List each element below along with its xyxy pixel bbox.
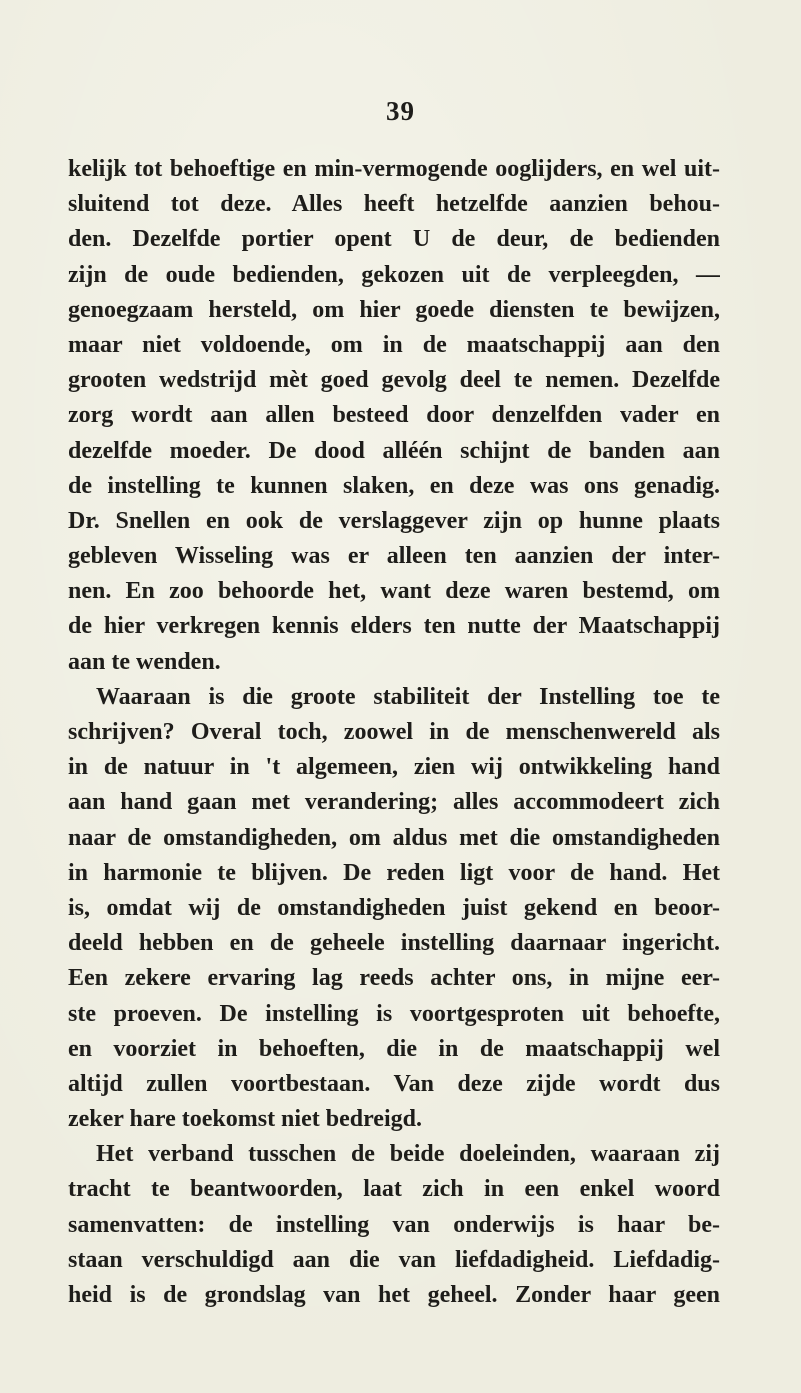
text-line: de hier verkregen kennis elders ten nutte der Maatschappij [68,613,720,640]
text-line: Dr. Snellen en ook de verslaggever zijn op hunne plaats [68,507,720,534]
text-line: aan te wenden. [68,648,221,675]
text-line: maar niet voldoende, om in de maatschappij aan den [68,331,720,358]
text-line: de instelling te kunnen slaken, en deze was ons genadig. [68,472,720,499]
text-line: zijn de oude bedienden, gekozen uit de verpleegden, — [68,261,720,288]
text-line: sluitend tot deze. Alles heeft hetzelfde aanzien behou- [68,191,720,218]
text-line: altijd zullen voortbestaan. Van deze zijde wordt dus [68,1070,720,1097]
text-line: Een zekere ervaring lag reeds achter ons, in mijne eer- [68,965,720,992]
text-line: genoegzaam hersteld, om hier goede diensten te bewijzen, [68,296,720,323]
text-line: grooten wedstrijd mèt goed gevolg deel te nemen. Dezelfde [68,367,720,394]
text-line: aan hand gaan met verandering; alles accommodeert zich [68,789,720,816]
text-line: samenvatten: de instelling van onderwijs is haar be- [68,1211,720,1238]
text-line: Waaraan is die groote stabiliteit der Instelling toe te [96,683,720,710]
text-line: zorg wordt aan allen besteed door denzelfden vader en [68,402,720,429]
body-text [68,152,720,1313]
text-line: en voorziet in behoeften, die in de maatschappij wel [68,1035,720,1062]
text-line: tracht te beantwoorden, laat zich in een enkel woord [68,1176,720,1203]
text-line: naar de omstandigheden, om aldus met die omstandigheden [68,824,720,851]
text-line: in de natuur in 't algemeen, zien wij ontwikkeling hand [68,754,720,781]
text-line: den. Dezelfde portier opent U de deur, de bedienden [68,226,720,253]
text-line: is, omdat wij de omstandigheden juist gekend en beoor- [68,894,720,921]
text-line: gebleven Wisseling was er alleen ten aanzien der inter- [68,543,720,570]
text-line: staan verschuldigd aan die van liefdadigheid. Liefdadig- [68,1246,720,1273]
text-line: nen. En zoo behoorde het, want deze waren bestemd, om [68,578,720,605]
text-line: Het verband tusschen de beide doeleinden, waaraan zij [96,1141,720,1168]
text-line: kelijk tot behoeftige en min-vermogende ooglijders, en wel uit- [68,156,720,182]
text-line: in harmonie te blijven. De reden ligt voor de hand. Het [68,859,720,886]
text-line: deeld hebben en de geheele instelling daarnaar ingericht. [68,930,720,957]
text-line: dezelfde moeder. De dood alléén schijnt de banden aan [68,437,720,464]
text-line: heid is de grondslag van het geheel. Zonder haar geen [68,1282,720,1308]
page-number: 39 [386,96,415,126]
text-line: schrijven? Overal toch, zoowel in de menschenwereld als [68,719,720,745]
text-line: ste proeven. De instelling is voortgesproten uit behoefte, [68,1000,720,1027]
text-line: zeker hare toekomst niet bedreigd. [68,1106,422,1133]
